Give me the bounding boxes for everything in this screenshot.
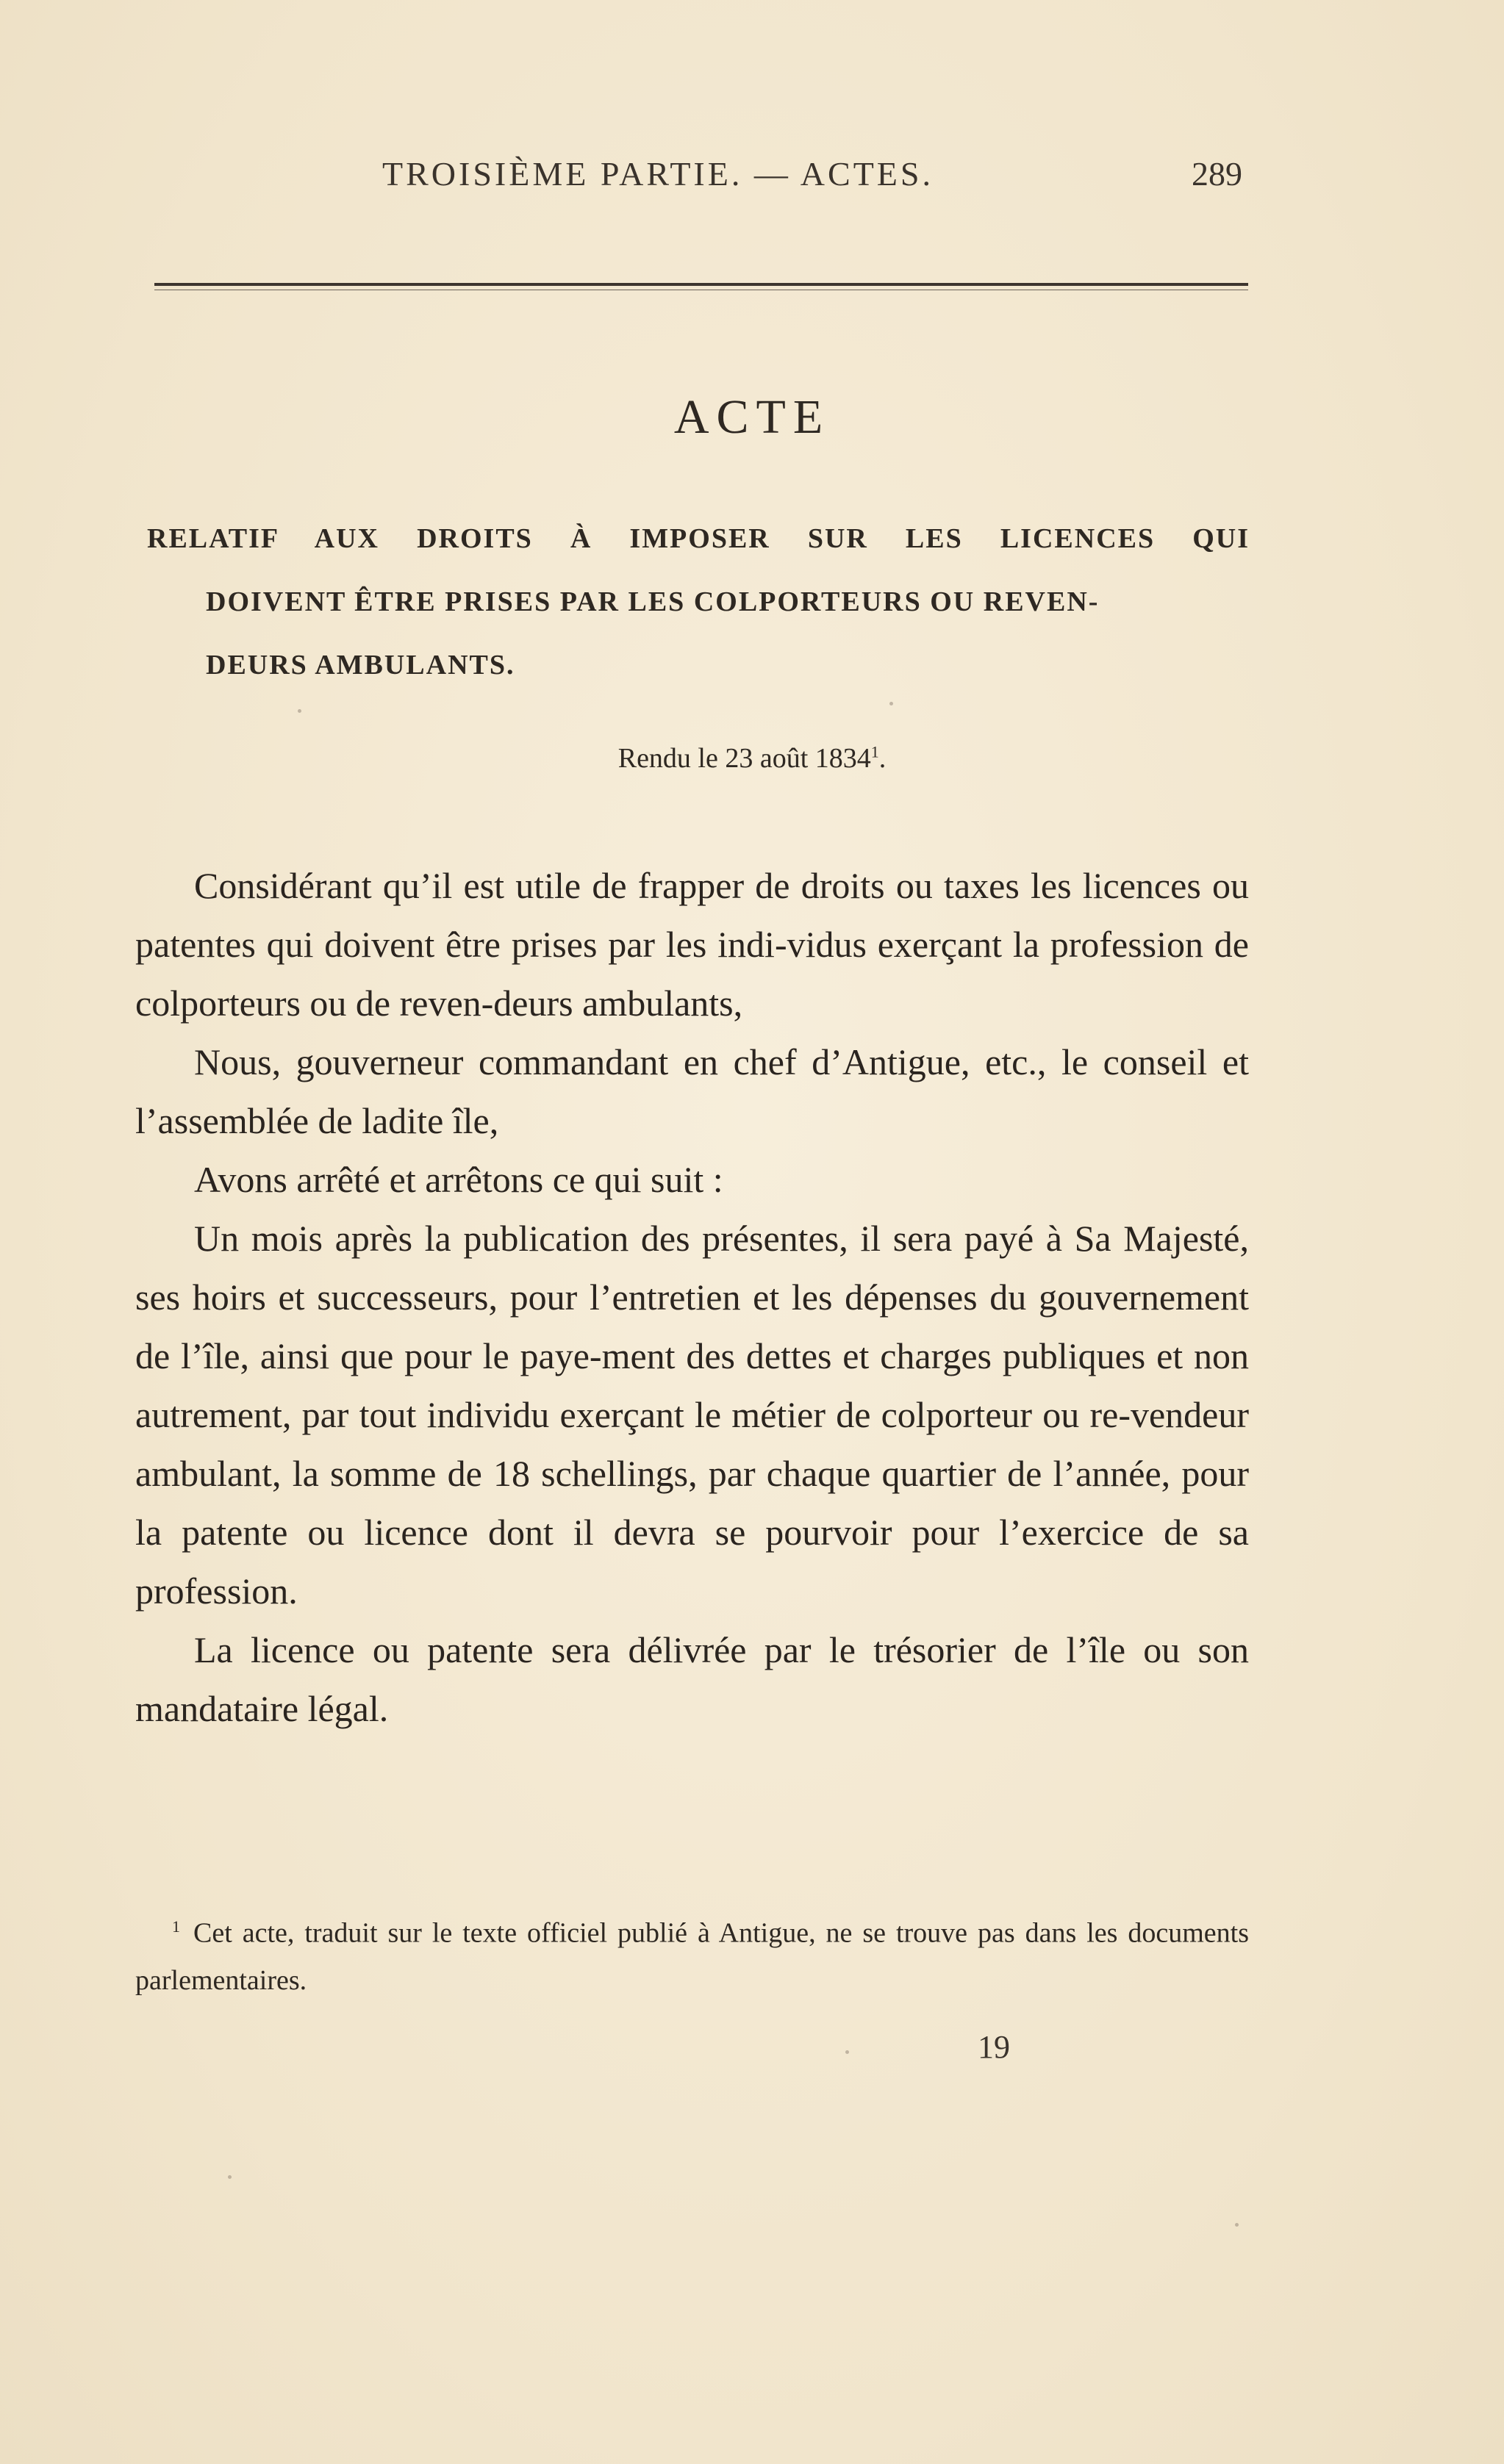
subtitle-line: DOIVENT ÊTRE PRISES PAR LES COLPORTEURS OU REVEN- bbox=[206, 586, 1100, 617]
act-subtitle bbox=[147, 507, 1250, 697]
footnote bbox=[135, 1903, 1249, 2004]
body-paragraph: Avons arrêté et arrêtons ce qui suit : bbox=[194, 1159, 723, 1200]
body-paragraph: Nous, gouverneur commandant en chef d’Antigue, etc., le conseil et l’assemblée de ladite île, bbox=[135, 1041, 1249, 1141]
paper-speck bbox=[889, 702, 893, 705]
body-paragraph: Un mois après la publication des présentes, il sera payé à Sa Majesté, ses hoirs et successeurs, pour l’entretien et les dépenses du gouvernement de l’île, ainsi que pour le paye-ment des dettes et charges publiques et non autrement, par tout individu exerçant le métier de colporteur ou re-vendeur ambulant, la somme de 18 schellings, par chaque quartier de l’année, pour la patente ou licence dont il devra se pourvoir pour l’exercice de sa profession. bbox=[135, 1218, 1249, 1612]
header-rule bbox=[154, 283, 1248, 286]
act-date-line: Rendu le 23 août 1834$^1$. bbox=[617, 742, 887, 774]
footnote-marker: 1 bbox=[172, 1917, 180, 1936]
subtitle-line: RELATIF AUX DROITS À IMPOSER SUR LES LICENCES QUI bbox=[147, 523, 1250, 554]
body-paragraph: La licence ou patente sera délivrée par le trésorier de l’île ou son mandataire légal. bbox=[135, 1629, 1249, 1729]
paper-speck bbox=[845, 2050, 849, 2054]
body-paragraph: Considérant qu’il est utile de frapper de droits ou taxes les licences ou patentes qui doivent être prises par les indi-vidus exerçant la profession de colporteurs ou de reven-deurs ambulants, bbox=[135, 865, 1249, 1024]
body-text bbox=[135, 856, 1249, 1738]
act-title: ACTE bbox=[673, 390, 831, 444]
subtitle-line: DEURS AMBULANTS. bbox=[206, 650, 515, 680]
footnote-text: Cet acte, traduit sur le texte officiel publié à Antigue, ne se trouve pas dans les documents parlementaires. bbox=[135, 1917, 1249, 1996]
paper-speck bbox=[228, 2175, 232, 2179]
page-number: 289 bbox=[1192, 155, 1242, 193]
paper-speck bbox=[298, 709, 301, 713]
running-head bbox=[140, 154, 1242, 206]
footnote-reference: 1 bbox=[870, 742, 879, 761]
signature-mark: 19 bbox=[978, 2029, 1010, 2065]
running-title: TROISIÈME PARTIE. — ACTES. bbox=[382, 155, 934, 193]
paper-speck bbox=[1235, 2223, 1239, 2227]
act-date: Rendu le 23 août 1834 bbox=[617, 743, 871, 774]
